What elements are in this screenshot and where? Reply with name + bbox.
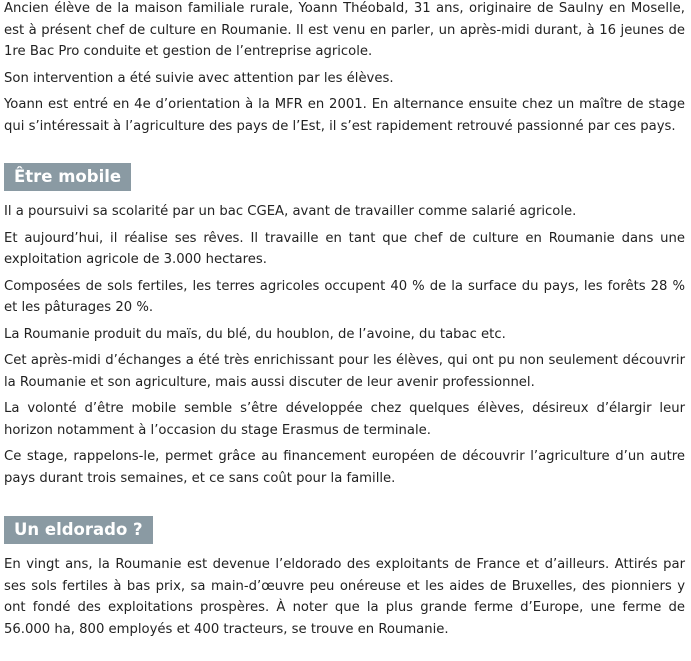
section-heading-un-eldorado: Un eldorado ? — [4, 516, 153, 544]
section-heading-etre-mobile: Être mobile — [4, 163, 131, 191]
body-paragraph: Et aujourd’hui, il réalise ses rêves. Il travaille en tant que chef de culture en Roumanie dans une exploitation agricole de 3.000 hectares. — [4, 230, 685, 267]
body-paragraph: Composées de sols fertiles, les terres agricoles occupent 40 % de la surface du pays, les forêts 28 % et les pâturages 20 %. — [4, 278, 685, 315]
intro-section — [4, 0, 685, 137]
intro-paragraph: Ancien élève de la maison familiale rurale, Yoann Théobald, 31 ans, originaire de Saulny en Moselle, est à présent chef de culture en Roumanie. Il est venu en parler, un après-midi durant, à 16 jeunes de 1re Bac Pro conduite et gestion de l’entreprise agricole. — [4, 1, 685, 59]
intro-paragraph: Son intervention a été suivie avec attention par les élèves. — [4, 70, 394, 86]
body-paragraph: Cet après-midi d’échanges a été très enrichissant pour les élèves, qui ont pu non seulement découvrir la Roumanie et son agriculture, mais aussi discuter de leur avenir professionnel. — [4, 353, 685, 390]
body-paragraph: La volonté d’être mobile semble s’être développée chez quelques élèves, désireux d’élargir leur horizon notamment à l’occasion du stage Erasmus de terminale. — [4, 401, 685, 438]
section-heading-wrapper — [4, 516, 685, 546]
section-un-eldorado — [4, 554, 685, 640]
body-paragraph: Ce stage, rappelons-le, permet grâce au financement européen de découvrir l’agriculture d’un autre pays durant trois semaines, et ce sans coût pour la famille. — [4, 449, 685, 486]
body-paragraph: La Roumanie produit du maïs, du blé, du houblon, de l’avoine, du tabac etc. — [4, 326, 506, 342]
intro-paragraph: Yoann est entré en 4e d’orientation à la MFR en 2001. En alternance ensuite chez un maître de stage qui s’intéressait à l’agriculture des pays de l’Est, il s’est rapidement retrouvé passionné par ces pays. — [4, 97, 685, 134]
section-etre-mobile — [4, 201, 685, 489]
section-heading-wrapper — [4, 163, 685, 193]
body-paragraph: En vingt ans, la Roumanie est devenue l’eldorado des exploitants de France et d’ailleurs. Attirés par ses sols fertiles à bas prix, sa main-d’œuvre peu onéreuse et les aides de Bruxelles, des pionniers y ont fondé des exploitations prospères. À noter que la plus grande ferme d’Europe, une ferme de 56.000 ha, 800 employés et 400 tracteurs, se trouve en Roumanie. — [4, 557, 685, 637]
body-paragraph: Il a poursuivi sa scolarité par un bac CGEA, avant de travailler comme salarié agricole. — [4, 204, 577, 219]
